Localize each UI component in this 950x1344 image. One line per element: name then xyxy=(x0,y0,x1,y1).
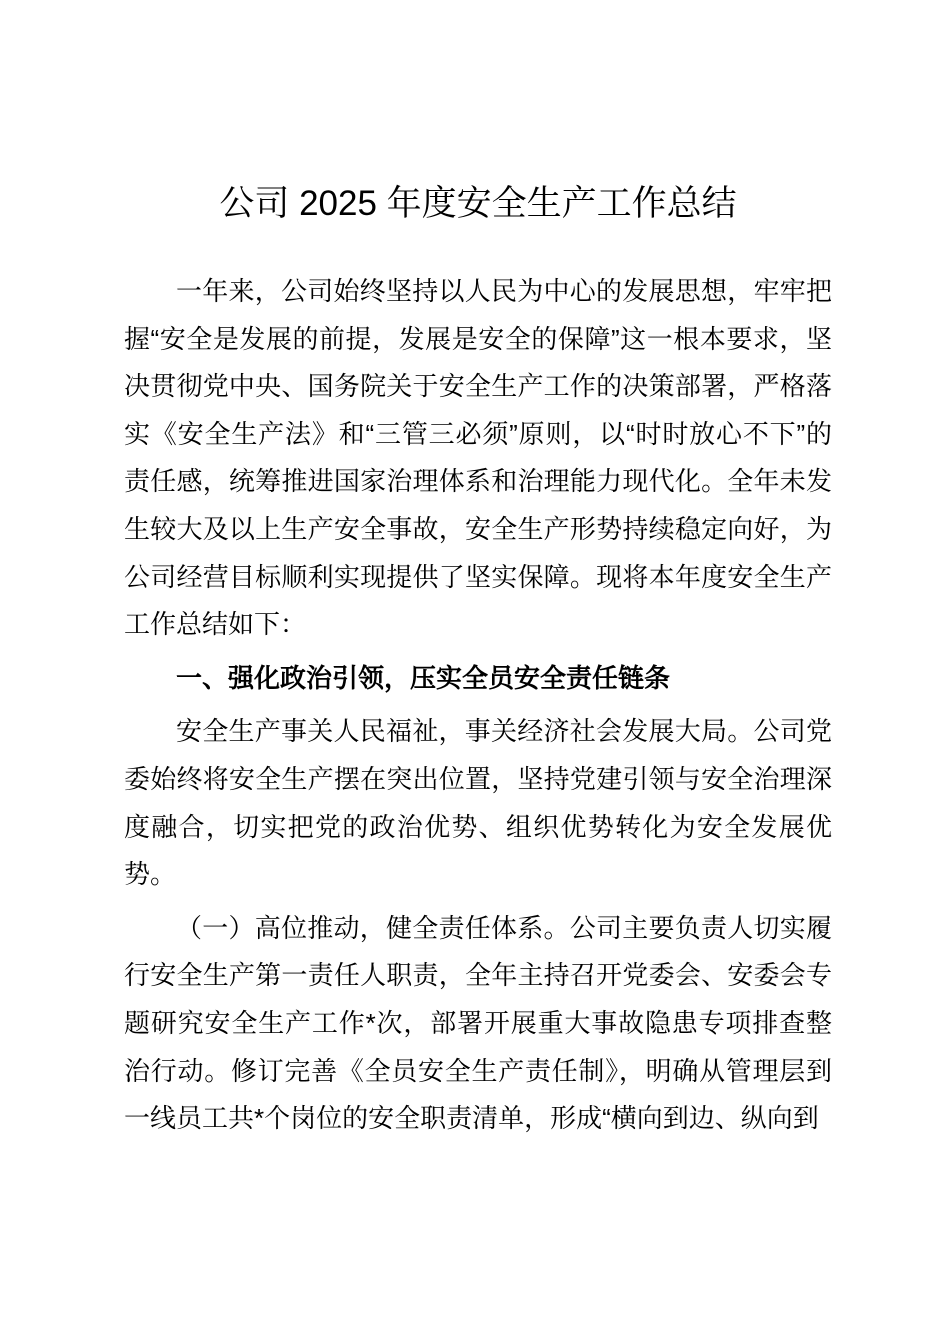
section-heading-1: 一、强化政治引领，压实全员安全责任链条 xyxy=(176,662,671,693)
page-title: 公司 2025 年度安全生产工作总结 xyxy=(219,184,737,223)
paragraph-intro: 一年来，公司始终坚持以人民为中心的发展思想，牢牢把握“安全是发展的前提，发展是安全的保障”这一根本要求，坚决贯彻党中央、国务院关于安全生产工作的决策部署，严格落实《安全生产法》和“三管三必须”原则，以“时时放心不下”的责任感，统筹推进国家治理体系和治理能力现代化。全年未发生较大及以上生产安全事故，安全生产形势持续稳定向好，为公司经营目标顺利实现提供了坚实保障。现将本年度安全生产工作总结如下： xyxy=(124,276,832,640)
paragraph-subsection-1-1: （一）高位推动，健全责任体系。公司主要负责人切实履行安全生产第一责任人职责，全年主持召开党委会、安委会专题研究安全生产工作*次，部署开展重大事故隐患专项排查整治行动。修订完善《全员安全生产责任制》，明确从管理层到一线员工共*个岗位的安全职责清单，形成“横向到边、纵向到 xyxy=(124,912,832,1134)
paragraph-section-1-lead: 安全生产事关人民福祉，事关经济社会发展大局。公司党委始终将安全生产摆在突出位置，坚持党建引领与安全治理深度融合，切实把党的政治优势、组织优势转化为安全发展优势。 xyxy=(124,716,832,890)
